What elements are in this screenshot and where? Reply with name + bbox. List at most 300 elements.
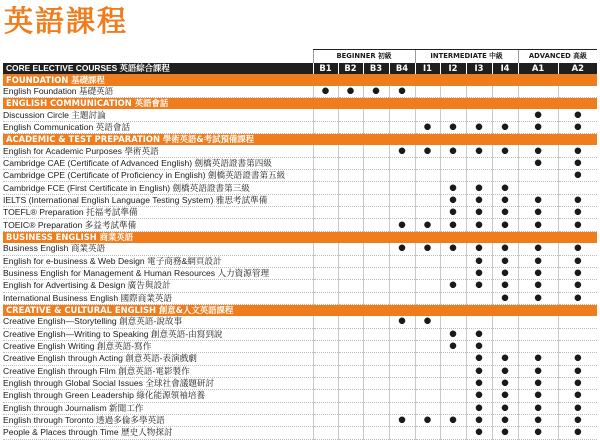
level-cell-b1 (313, 292, 338, 304)
availability-dot-icon: ● (534, 207, 542, 218)
level-cell-i4 (492, 170, 518, 182)
availability-dot-icon: ● (501, 255, 509, 266)
course-row (3, 157, 597, 169)
availability-dot-icon: ● (475, 280, 483, 291)
level-cell-b1 (313, 182, 338, 194)
availability-dot-icon: ● (501, 402, 509, 413)
availability-dot-icon: ● (501, 378, 509, 389)
course-name: Cambridge FCE (First Certificate in English) 劍橋英語證書第三級 (3, 182, 313, 194)
level-cell-i4 (492, 219, 518, 231)
course-name: IELTS (International English Language Testing System) 雅思考試準備 (3, 194, 313, 206)
level-cell-i1 (415, 219, 440, 231)
level-cell-b2 (338, 194, 363, 206)
course-table (3, 49, 597, 440)
level-cell-i4 (492, 402, 518, 414)
level-cell-b4 (389, 390, 415, 402)
availability-dot-icon: ● (501, 353, 509, 364)
level-cell-b4 (389, 365, 415, 377)
course-row (3, 402, 597, 414)
level-cell-b2 (338, 328, 363, 340)
level-cell-b3 (363, 109, 389, 121)
level-cell-a2 (558, 292, 597, 304)
section-header-row (3, 98, 597, 110)
availability-dot-icon: ● (501, 268, 509, 279)
level-cell-b2 (338, 157, 363, 169)
level-header-row (3, 50, 597, 64)
level-cell-a1 (518, 145, 558, 157)
course-row (3, 207, 597, 219)
level-cell-i4 (492, 157, 518, 169)
availability-dot-icon: ● (475, 182, 483, 193)
availability-dot-icon: ● (574, 292, 582, 303)
availability-dot-icon: ● (398, 415, 406, 426)
level-cell-i1 (415, 207, 440, 219)
level-cell-a2 (558, 219, 597, 231)
column-a2: A2 (558, 63, 597, 74)
level-cell-i3 (466, 267, 492, 279)
course-row (3, 328, 597, 340)
level-cell-b1 (313, 316, 338, 328)
availability-dot-icon: ● (475, 207, 483, 218)
availability-dot-icon: ● (574, 378, 582, 389)
course-row (3, 390, 597, 402)
level-cell-a1 (518, 267, 558, 279)
course-row (3, 121, 597, 133)
level-cell-i1 (415, 243, 440, 255)
level-cell-i1 (415, 280, 440, 292)
level-cell-b3 (363, 427, 389, 439)
availability-dot-icon: ● (501, 280, 509, 291)
course-row (3, 145, 597, 157)
level-cell-a1 (518, 109, 558, 121)
level-cell-i1 (415, 377, 440, 389)
availability-dot-icon: ● (534, 145, 542, 156)
availability-dot-icon: ● (501, 292, 509, 303)
level-cell-i1 (415, 109, 440, 121)
level-cell-a1 (518, 207, 558, 219)
availability-dot-icon: ● (475, 145, 483, 156)
level-cell-i3 (466, 182, 492, 194)
level-cell-b4 (389, 316, 415, 328)
level-cell-b1 (313, 340, 338, 352)
level-cell-i2 (440, 390, 466, 402)
course-name: English for Academic Purposes 學術英語 (3, 145, 313, 157)
section-header-row (3, 74, 597, 85)
availability-dot-icon: ● (475, 402, 483, 413)
level-cell-i4 (492, 292, 518, 304)
level-cell-b1 (313, 170, 338, 182)
level-cell-i2 (440, 109, 466, 121)
level-cell-b3 (363, 390, 389, 402)
level-cell-a1 (518, 86, 558, 98)
level-cell-b2 (338, 353, 363, 365)
availability-dot-icon: ● (398, 316, 406, 327)
level-cell-b3 (363, 121, 389, 133)
availability-dot-icon: ● (423, 121, 432, 132)
level-cell-i1 (415, 340, 440, 352)
level-cell-b4 (389, 243, 415, 255)
column-header-row (3, 63, 597, 74)
level-cell-i4 (492, 353, 518, 365)
level-cell-a2 (558, 328, 597, 340)
level-cell-a1 (518, 194, 558, 206)
level-cell-a2 (558, 170, 597, 182)
level-cell-i4 (492, 316, 518, 328)
level-cell-i2 (440, 157, 466, 169)
level-cell-i3 (466, 145, 492, 157)
course-name: Discussion Circle 主題討論 (3, 109, 313, 121)
level-cell-i3 (466, 157, 492, 169)
availability-dot-icon: ● (501, 415, 509, 426)
availability-dot-icon: ● (574, 353, 582, 364)
level-cell-b1 (313, 402, 338, 414)
level-cell-b4 (389, 328, 415, 340)
level-cell-b3 (363, 280, 389, 292)
level-cell-a2 (558, 377, 597, 389)
course-name: English through Journalism 新聞工作 (3, 402, 313, 414)
level-cell-i3 (466, 170, 492, 182)
level-cell-a1 (518, 292, 558, 304)
course-name: People & Places through Time 歷史人物探討 (3, 427, 313, 439)
course-name: Creative English Writing 創意英語-寫作 (3, 340, 313, 352)
level-cell-i2 (440, 365, 466, 377)
availability-dot-icon: ● (534, 157, 542, 168)
level-cell-b2 (338, 86, 363, 98)
level-cell-i1 (415, 170, 440, 182)
level-advanced: ADVANCED 高級 (518, 50, 597, 64)
level-cell-i3 (466, 109, 492, 121)
availability-dot-icon: ● (321, 85, 330, 96)
level-cell-i1 (415, 390, 440, 402)
level-cell-i3 (466, 316, 492, 328)
availability-dot-icon: ● (475, 365, 483, 376)
level-cell-i2 (440, 402, 466, 414)
level-cell-a1 (518, 316, 558, 328)
level-cell-b3 (363, 255, 389, 267)
course-name: Cambridge CAE (Certificate of Advanced English) 劍橋英語證書第四級 (3, 157, 313, 169)
level-cell-b2 (338, 365, 363, 377)
level-cell-b1 (313, 255, 338, 267)
level-cell-b2 (338, 427, 363, 439)
course-row (3, 267, 597, 279)
level-cell-b2 (338, 170, 363, 182)
level-cell-a1 (518, 365, 558, 377)
level-cell-i3 (466, 377, 492, 389)
level-cell-b4 (389, 157, 415, 169)
availability-dot-icon: ● (574, 170, 582, 181)
level-cell-i4 (492, 427, 518, 439)
level-cell-i3 (466, 255, 492, 267)
level-cell-b1 (313, 353, 338, 365)
level-cell-a1 (518, 402, 558, 414)
availability-dot-icon: ● (534, 415, 542, 426)
level-cell-b1 (313, 267, 338, 279)
level-cell-a1 (518, 121, 558, 133)
level-cell-b2 (338, 316, 363, 328)
level-cell-b4 (389, 340, 415, 352)
level-cell-b3 (363, 328, 389, 340)
level-cell-b2 (338, 207, 363, 219)
course-name: English Foundation 基礎英語 (3, 86, 313, 98)
level-cell-b1 (313, 219, 338, 231)
level-cell-b2 (338, 121, 363, 133)
availability-dot-icon: ● (449, 219, 457, 230)
course-name: English Communication 英語會話 (3, 121, 313, 133)
level-cell-b3 (363, 267, 389, 279)
level-cell-b3 (363, 86, 389, 98)
column-i4: I4 (492, 63, 518, 74)
availability-dot-icon: ● (534, 109, 542, 120)
level-cell-i3 (466, 340, 492, 352)
level-cell-b1 (313, 377, 338, 389)
level-cell-i1 (415, 267, 440, 279)
level-cell-i2 (440, 377, 466, 389)
level-cell-i4 (492, 365, 518, 377)
availability-dot-icon: ● (574, 157, 582, 168)
availability-dot-icon: ● (534, 243, 542, 254)
level-cell-a2 (558, 194, 597, 206)
availability-dot-icon: ● (449, 182, 457, 193)
course-row (3, 170, 597, 182)
column-a1: A1 (518, 63, 558, 74)
level-cell-a2 (558, 353, 597, 365)
level-cell-b1 (313, 280, 338, 292)
availability-dot-icon: ● (574, 109, 582, 120)
level-cell-a2 (558, 145, 597, 157)
level-cell-b3 (363, 402, 389, 414)
level-cell-i3 (466, 365, 492, 377)
column-b4: B4 (389, 63, 415, 74)
level-cell-b2 (338, 377, 363, 389)
availability-dot-icon: ● (574, 390, 582, 401)
level-cell-i4 (492, 194, 518, 206)
level-cell-b1 (313, 194, 338, 206)
availability-dot-icon: ● (449, 328, 457, 339)
level-cell-a1 (518, 377, 558, 389)
level-cell-a1 (518, 170, 558, 182)
section-title: CREATIVE & CULTURAL ENGLISH 創意&人文英語課程 (3, 304, 597, 316)
course-name: English for Advertising & Design 廣告與設計 (3, 280, 313, 292)
availability-dot-icon: ● (449, 207, 457, 218)
availability-dot-icon: ● (449, 145, 457, 156)
section-title: BUSINESS ENGLISH 商業英語 (3, 231, 597, 243)
availability-dot-icon: ● (475, 427, 483, 438)
level-cell-i1 (415, 145, 440, 157)
level-cell-i1 (415, 121, 440, 133)
level-cell-b2 (338, 219, 363, 231)
level-cell-b4 (389, 267, 415, 279)
course-name: TOEFL® Preparation 托福考試準備 (3, 207, 313, 219)
level-cell-a1 (518, 255, 558, 267)
course-row (3, 280, 597, 292)
level-cell-i2 (440, 182, 466, 194)
level-cell-i2 (440, 316, 466, 328)
level-cell-i3 (466, 280, 492, 292)
availability-dot-icon: ● (534, 121, 542, 132)
availability-dot-icon: ● (574, 121, 582, 132)
level-cell-b1 (313, 121, 338, 133)
level-cell-i2 (440, 267, 466, 279)
availability-dot-icon: ● (475, 194, 483, 205)
availability-dot-icon: ● (574, 255, 582, 266)
level-cell-i4 (492, 86, 518, 98)
level-cell-b2 (338, 280, 363, 292)
level-cell-i2 (440, 207, 466, 219)
level-cell-b3 (363, 243, 389, 255)
course-row (3, 219, 597, 231)
course-row (3, 86, 597, 98)
level-cell-b2 (338, 145, 363, 157)
level-cell-i2 (440, 219, 466, 231)
level-cell-a1 (518, 340, 558, 352)
column-i2: I2 (440, 63, 466, 74)
level-cell-i3 (466, 194, 492, 206)
availability-dot-icon: ● (423, 316, 432, 327)
availability-dot-icon: ● (574, 427, 582, 438)
section-header-row (3, 231, 597, 243)
level-cell-b1 (313, 109, 338, 121)
availability-dot-icon: ● (423, 415, 432, 426)
level-cell-i1 (415, 365, 440, 377)
course-name: English through Toronto 透過多倫多學英語 (3, 414, 313, 426)
course-name: Business English for Management & Human Resources 人力資源管理 (3, 267, 313, 279)
level-cell-b4 (389, 280, 415, 292)
section-title: ENGLISH COMMUNICATION 英語會話 (3, 98, 597, 110)
level-cell-b3 (363, 316, 389, 328)
page-title: 英語課程 (4, 4, 129, 38)
availability-dot-icon: ● (501, 219, 509, 230)
course-name: English for e-business & Web Design 電子商務&網頁設計 (3, 255, 313, 267)
course-table-body (3, 50, 597, 440)
availability-dot-icon: ● (475, 255, 483, 266)
level-cell-b3 (363, 157, 389, 169)
level-cell-b4 (389, 292, 415, 304)
level-cell-a2 (558, 157, 597, 169)
level-cell-b2 (338, 243, 363, 255)
availability-dot-icon: ● (449, 121, 457, 132)
level-cell-a1 (518, 219, 558, 231)
availability-dot-icon: ● (449, 415, 457, 426)
level-cell-i1 (415, 316, 440, 328)
level-cell-a1 (518, 243, 558, 255)
course-row (3, 427, 597, 439)
level-cell-b3 (363, 219, 389, 231)
level-cell-b2 (338, 390, 363, 402)
level-cell-i4 (492, 145, 518, 157)
course-row (3, 365, 597, 377)
course-name: Creative English—Writing to Speaking 創意英語-由寫到說 (3, 328, 313, 340)
availability-dot-icon: ● (501, 194, 509, 205)
level-cell-a1 (518, 328, 558, 340)
section-header-row (3, 134, 597, 146)
level-cell-b4 (389, 427, 415, 439)
level-cell-i2 (440, 243, 466, 255)
availability-dot-icon: ● (574, 219, 582, 230)
section-title: FOUNDATION 基礎課程 (3, 74, 597, 85)
level-cell-b1 (313, 86, 338, 98)
level-cell-i1 (415, 194, 440, 206)
availability-dot-icon: ● (534, 353, 542, 364)
level-cell-i4 (492, 377, 518, 389)
course-row (3, 353, 597, 365)
availability-dot-icon: ● (534, 268, 542, 279)
course-name: English through Global Social Issues 全球社會議題研討 (3, 377, 313, 389)
availability-dot-icon: ● (501, 365, 509, 376)
level-cell-b4 (389, 219, 415, 231)
level-cell-i4 (492, 207, 518, 219)
level-cell-b4 (389, 170, 415, 182)
availability-dot-icon: ● (534, 292, 542, 303)
level-cell-b4 (389, 255, 415, 267)
course-name: TOEIC® Preparation 多益考試準備 (3, 219, 313, 231)
level-cell-i4 (492, 340, 518, 352)
course-row (3, 182, 597, 194)
level-cell-i4 (492, 255, 518, 267)
level-cell-i1 (415, 328, 440, 340)
column-i3: I3 (466, 63, 492, 74)
level-cell-b4 (389, 182, 415, 194)
level-cell-a2 (558, 86, 597, 98)
level-cell-b3 (363, 365, 389, 377)
availability-dot-icon: ● (475, 219, 483, 230)
availability-dot-icon: ● (398, 145, 406, 156)
course-name: Creative English through Acting 創意英語-表演戲劇 (3, 353, 313, 365)
availability-dot-icon: ● (501, 390, 509, 401)
availability-dot-icon: ● (398, 85, 406, 96)
level-cell-b2 (338, 255, 363, 267)
level-cell-b3 (363, 145, 389, 157)
availability-dot-icon: ● (574, 145, 582, 156)
level-cell-i2 (440, 292, 466, 304)
course-name: Creative English through Film 創意英語-電影製作 (3, 365, 313, 377)
availability-dot-icon: ● (574, 280, 582, 291)
availability-dot-icon: ● (372, 85, 380, 96)
section-title: ACADEMIC & TEST PREPARATION 學術英語&考試預備課程 (3, 134, 597, 146)
level-cell-a2 (558, 121, 597, 133)
level-cell-a2 (558, 182, 597, 194)
availability-dot-icon: ● (475, 268, 483, 279)
level-cell-b4 (389, 207, 415, 219)
availability-dot-icon: ● (574, 402, 582, 413)
level-cell-i1 (415, 292, 440, 304)
level-cell-i4 (492, 121, 518, 133)
availability-dot-icon: ● (574, 243, 582, 254)
level-cell-i2 (440, 194, 466, 206)
availability-dot-icon: ● (346, 85, 355, 96)
level-cell-i1 (415, 157, 440, 169)
level-cell-b1 (313, 157, 338, 169)
level-cell-b4 (389, 109, 415, 121)
availability-dot-icon: ● (574, 365, 582, 376)
level-cell-a2 (558, 267, 597, 279)
level-cell-b3 (363, 353, 389, 365)
availability-dot-icon: ● (475, 378, 483, 389)
availability-dot-icon: ● (534, 378, 542, 389)
availability-dot-icon: ● (501, 145, 509, 156)
level-cell-i4 (492, 109, 518, 121)
level-cell-i4 (492, 328, 518, 340)
availability-dot-icon: ● (475, 390, 483, 401)
level-cell-i3 (466, 328, 492, 340)
availability-dot-icon: ● (423, 145, 432, 156)
availability-dot-icon: ● (534, 280, 542, 291)
level-cell-b3 (363, 182, 389, 194)
availability-dot-icon: ● (475, 121, 483, 132)
level-cell-b4 (389, 377, 415, 389)
availability-dot-icon: ● (501, 121, 509, 132)
column-b1: B1 (313, 63, 338, 74)
level-cell-b1 (313, 328, 338, 340)
